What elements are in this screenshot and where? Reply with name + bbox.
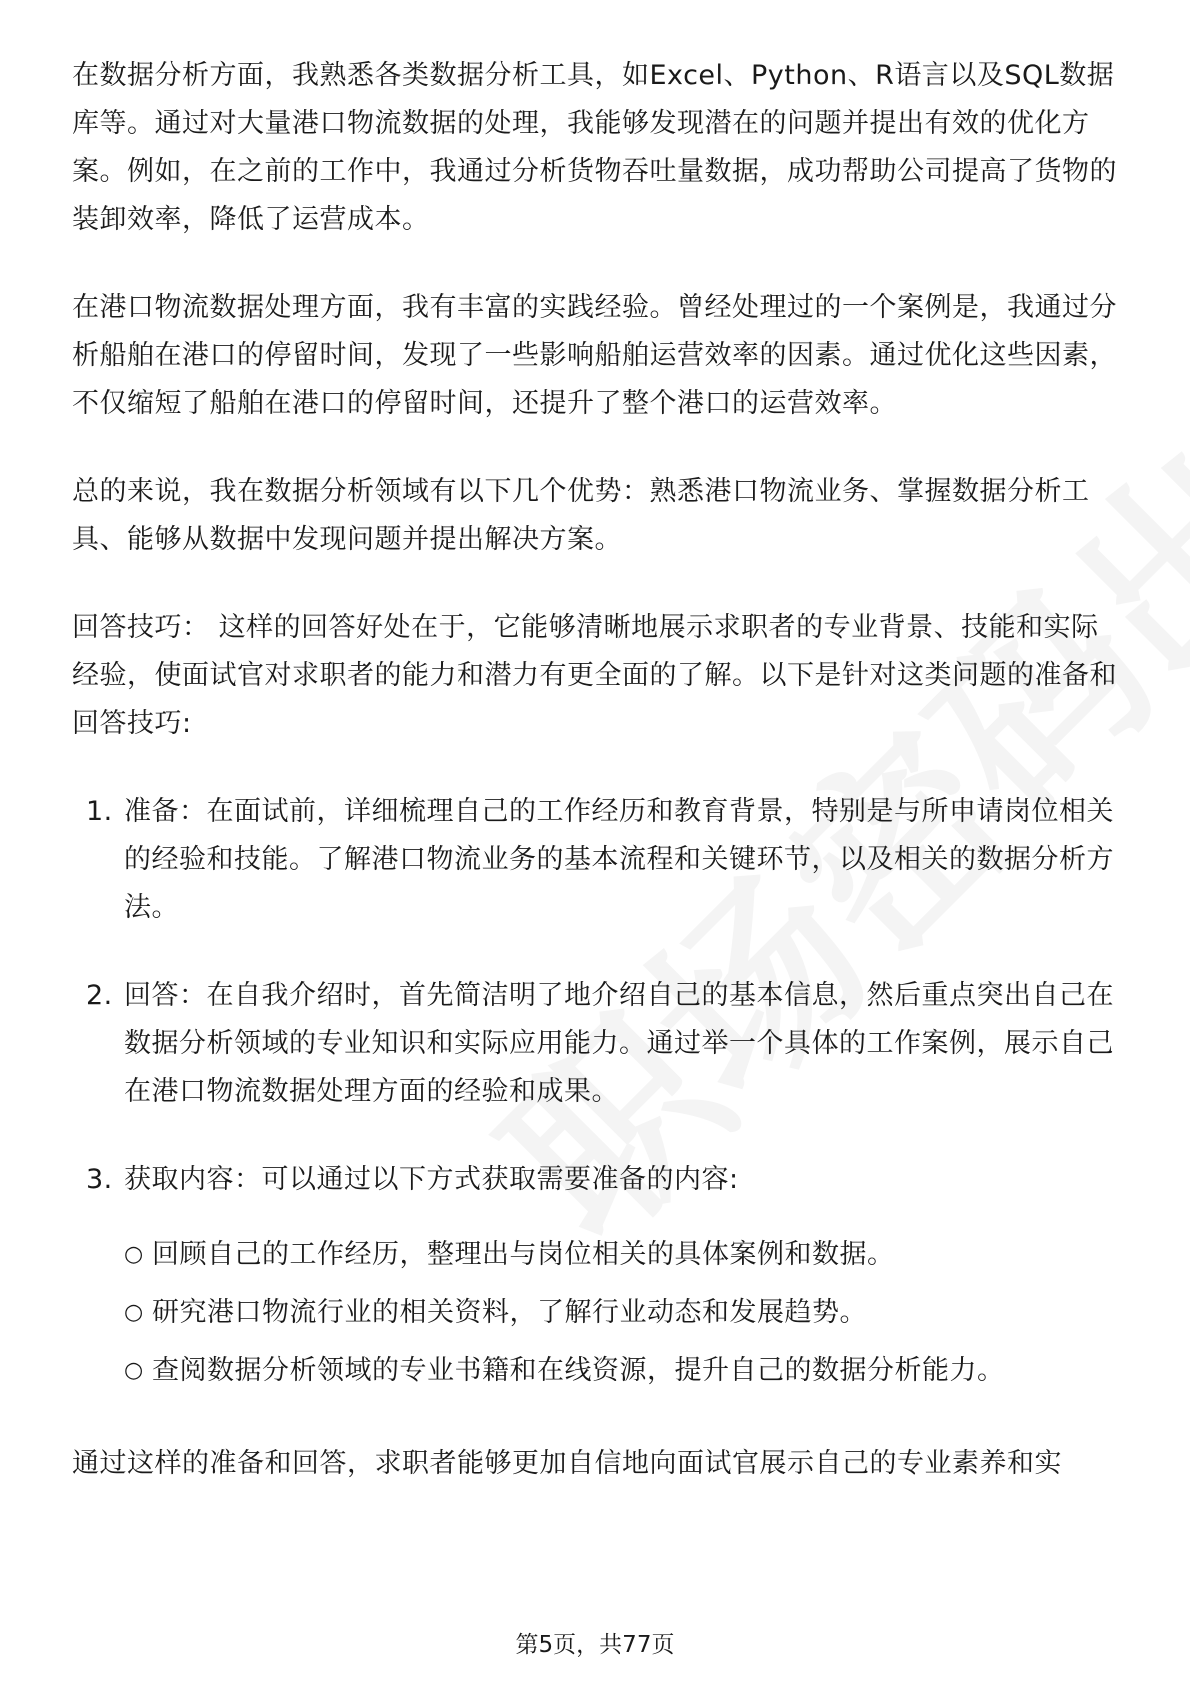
bullet-circle-icon: ○ <box>124 1358 144 1383</box>
list-item <box>72 788 1120 932</box>
bullet-list <box>124 1226 1120 1400</box>
numbered-list <box>72 788 1120 1400</box>
paragraph-port-logistics: 在港口物流数据处理方面，我有丰富的实践经验。曾经处理过的一个案例是，我通过分析船舶在港口的停留时间，发现了一些影响船舶运营效率的因素。通过优化这些因素，不仅缩短了船舶在港口的停留时间，还提升了整个港口的运营效率。 <box>72 292 1117 419</box>
page-content <box>72 52 1120 1528</box>
list-number: 1. <box>86 796 113 827</box>
paragraph-answer-tips: 回答技巧： 这样的回答好处在于，它能够清晰地展示求职者的专业背景、技能和实际经验，使面试官对求职者的能力和潜力有更全面的了解。以下是针对这类问题的准备和回答技巧: <box>72 612 1117 739</box>
bullet-item <box>124 1226 1120 1284</box>
list-item <box>72 1156 1120 1400</box>
paragraph-data-analysis: 在数据分析方面，我熟悉各类数据分析工具，如Excel、Python、R语言以及SQL数据库等。通过对大量港口物流数据的处理，我能够发现潜在的问题并提出有效的优化方案。例如，在之前的工作中，我通过分析货物吞吐量数据，成功帮助公司提高了货物的装卸效率，降低了运营成本。 <box>72 60 1117 235</box>
paragraph-summary: 总的来说，我在数据分析领域有以下几个优势：熟悉港口物流业务、掌握数据分析工具、能够从数据中发现问题并提出解决方案。 <box>72 476 1090 555</box>
page-number-footer: 第5页，共77页 <box>515 1632 675 1658</box>
bullet-text: 研究港口物流行业的相关资料，了解行业动态和发展趋势。 <box>152 1297 867 1328</box>
bullet-circle-icon: ○ <box>124 1242 144 1267</box>
bullet-item <box>124 1342 1120 1400</box>
list-item-text: 回答：在自我介绍时，首先简洁明了地介绍自己的基本信息，然后重点突出自己在数据分析领域的专业知识和实际应用能力。通过举一个具体的工作案例，展示自己在港口物流数据处理方面的经验和成果。 <box>124 980 1114 1107</box>
paragraph-closing: 通过这样的准备和回答，求职者能够更加自信地向面试官展示自己的专业素养和实 <box>72 1448 1062 1479</box>
list-item-text: 获取内容：可以通过以下方式获取需要准备的内容: <box>124 1164 739 1195</box>
list-item <box>72 972 1120 1116</box>
list-item-text: 准备：在面试前，详细梳理自己的工作经历和教育背景，特别是与所申请岗位相关的经验和技能。了解港口物流业务的基本流程和关键环节，以及相关的数据分析方法。 <box>124 796 1114 923</box>
bullet-text: 查阅数据分析领域的专业书籍和在线资源，提升自己的数据分析能力。 <box>152 1355 1005 1386</box>
list-number: 3. <box>86 1164 113 1195</box>
bullet-circle-icon: ○ <box>124 1300 144 1325</box>
list-number: 2. <box>86 980 113 1011</box>
bullet-text: 回顾自己的工作经历，整理出与岗位相关的具体案例和数据。 <box>152 1239 895 1270</box>
bullet-item <box>124 1284 1120 1342</box>
